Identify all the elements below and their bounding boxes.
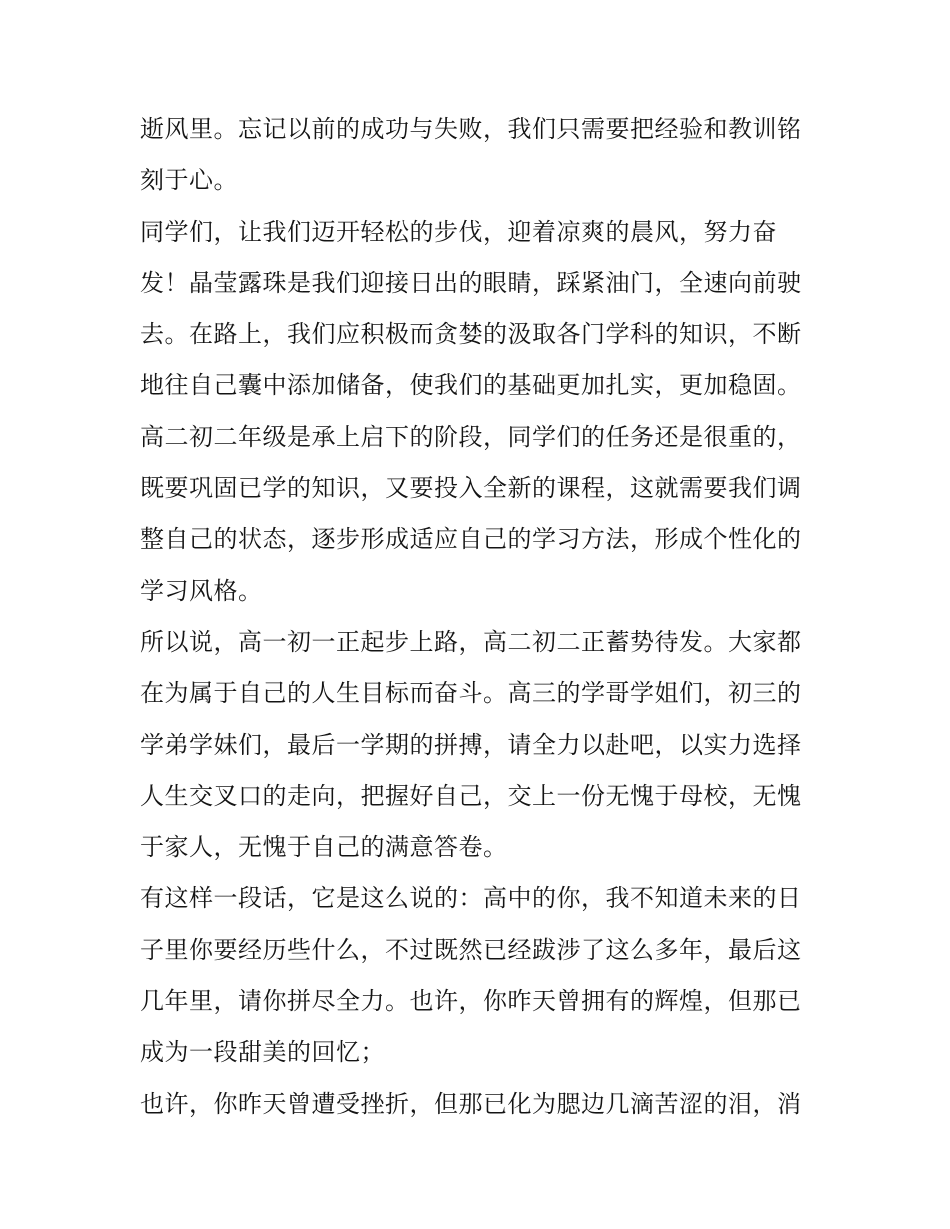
text-line: 既要巩固已学的知识，又要投入全新的课程，这就需要我们调: [140, 474, 802, 503]
text-line: 几年里，请你拼尽全力。也许，你昨天曾拥有的辉煌，但那已: [140, 987, 802, 1016]
text-line: 于家人，无愧于自己的满意答卷。: [140, 833, 508, 862]
text-line: 有这样一段话，它是这么说的：高中的你，我不知道未来的日: [140, 884, 802, 913]
text-line: 地往自己囊中添加储备，使我们的基础更加扎实，更加稳固。: [140, 371, 802, 400]
text-line: 同学们，让我们迈开轻松的步伐，迎着凉爽的晨风，努力奋: [140, 217, 777, 246]
text-line: 子里你要经历些什么，不过既然已经跋涉了这么多年，最后这: [140, 935, 802, 964]
text-line: 在为属于自己的人生目标而奋斗。高三的学哥学姐们，初三的: [140, 679, 802, 708]
text-line: 去。在路上，我们应积极而贪婪的汲取各门学科的知识，不断: [140, 320, 802, 349]
text-line: 人生交叉口的走向，把握好自己，交上一份无愧于母校，无愧: [140, 781, 802, 810]
text-line: 也许，你昨天曾遭受挫折，但那已化为腮边几滴苦涩的泪，消: [140, 1089, 802, 1118]
text-line: 逝风里。忘记以前的成功与失败，我们只需要把经验和教训铭: [140, 115, 802, 143]
text-line: 发！晶莹露珠是我们迎接日出的眼睛，踩紧油门，全速向前驶: [140, 268, 802, 297]
text-line: 成为一段甜美的回忆；: [140, 1038, 385, 1067]
document-body: [140, 104, 820, 1130]
text-line: 刻于心。: [140, 166, 238, 195]
text-line: 所以说，高一初一正起步上路，高二初二正蓄势待发。大家都: [140, 627, 802, 656]
text-line: 高二初二年级是承上启下的阶段，同学们的任务还是很重的，: [140, 422, 802, 451]
text-line: 学弟学妹们，最后一学期的拼搏，请全力以赴吧，以实力选择: [140, 730, 802, 759]
text-line: 学习风格。: [140, 576, 263, 605]
text-line: 整自己的状态，逐步形成适应自己的学习方法，形成个性化的: [140, 525, 802, 554]
